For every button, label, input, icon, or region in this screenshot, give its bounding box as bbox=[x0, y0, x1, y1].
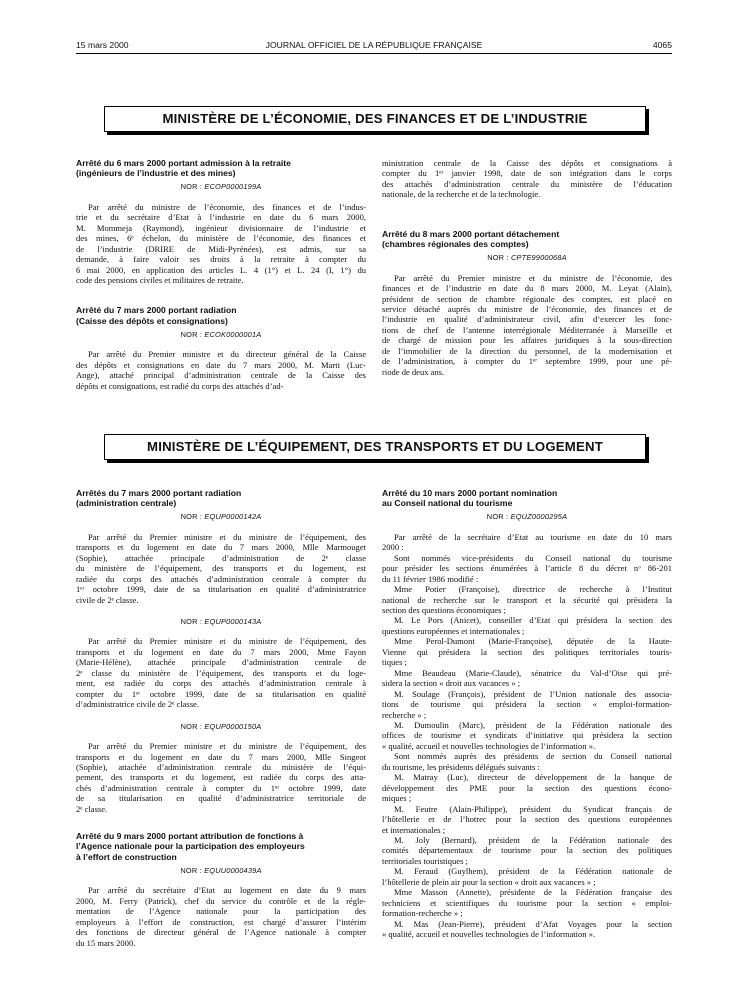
article-subtitle: (Caisse des dépôts et consignations) bbox=[76, 315, 228, 326]
article-subtitle: l’Agence nationale pour la participation des employeurs bbox=[76, 841, 305, 852]
text-line: Sont nommés vice-présidents du Conseil national du tourisme bbox=[394, 552, 672, 563]
article-body bbox=[76, 202, 366, 286]
text-line: 6 mai 2000, en application des articles L. 4 (1°) et L. 24 (I, 1°) du bbox=[76, 264, 366, 275]
article-body-continued bbox=[382, 158, 672, 200]
article-subtitle: (administration centrale) bbox=[76, 498, 177, 509]
ministry-banner-economie: MINISTÈRE DE L’ÉCONOMIE, DES FINANCES ET DE L’INDUSTRIE bbox=[104, 106, 646, 132]
text-line: dépôts et consignations, est radié du corps des attachés d’ad- bbox=[76, 380, 284, 391]
text-line: Mme Perol-Dumont (Marie-Françoise), députée de la Haute- bbox=[394, 636, 672, 647]
article-subtitle: (chambres régionales des comptes) bbox=[382, 239, 529, 250]
text-line: de l’immobilier de la direction du personnel, de la modernisation et bbox=[382, 345, 672, 356]
text-line: territoriales touristiques ; bbox=[382, 855, 468, 866]
text-line: service détaché auprès du ministre de l’économie, des finances et de bbox=[382, 304, 672, 315]
article-subtitle: à l’effort de construction bbox=[76, 851, 177, 862]
text-line: demande, à faire valoir ses droits à la retraite à compter du bbox=[76, 254, 366, 265]
article-title: Arrêté du 8 mars 2000 portant détachement bbox=[382, 228, 560, 239]
text-line: et internationales ; bbox=[382, 824, 446, 835]
header-rule bbox=[76, 53, 672, 54]
text-line: M. Mommeja (Raymond), ingénieur divisionnaire de l’industrie et bbox=[76, 222, 366, 233]
text-line: 2000, M. Ferry (Patrick), chef du service du contrôle et de la régle- bbox=[76, 895, 366, 906]
text-line: de l’administration, à compter du 1ᵉʳ septembre 1999, pour une pé- bbox=[382, 356, 672, 367]
text-line: de chargé de mission pour les affaires juridiques à la sous-direction bbox=[382, 335, 672, 346]
text-line: (Marie-Hélène), attachée principale d’administration centrale de bbox=[76, 657, 366, 668]
text-line: M. Feraud (Guylhem), président de la Fédération nationale de bbox=[394, 866, 672, 877]
text-line: l’hôtellerie et de l’hotrec pour la section des questions européennes bbox=[382, 814, 672, 825]
text-line: offices de tourisme et syndicats d’initiative qui présidera la section bbox=[382, 730, 672, 741]
text-line: des fonctions de directeur général de l’Agence nationale à compter bbox=[76, 927, 366, 938]
nor-reference: NOR : ECOK0000001A bbox=[180, 329, 262, 339]
text-line: employeurs à l’effort de construction, est chargé d’assurer l’intérim bbox=[76, 916, 366, 927]
text-line: questions européennes et internationales ; bbox=[382, 625, 525, 636]
text-line: Par arrêté du ministre de l’économie, des finances et de l’indus- bbox=[88, 201, 366, 212]
text-line: compter du 1ᵉʳ octobre 1999, date de sa titularisation en qualité bbox=[76, 688, 366, 699]
text-line: M. Matray (Luc), directeur de développement de la banque de bbox=[394, 772, 672, 783]
text-line: Par arrêté du secrétaire d’Etat au logement en date du 9 mars bbox=[88, 885, 366, 896]
text-line: M. Feutre (Alain-Philippe), président du Syndicat français de bbox=[394, 803, 672, 814]
text-line: code des pensions civiles et militaires de retraite. bbox=[76, 275, 244, 286]
text-line: techniciens et scientifiques du tourisme pour la section « emploi- bbox=[382, 897, 672, 908]
text-line: 2ᵉ classe. bbox=[76, 803, 108, 814]
article-subtitle: (ingénieurs de l’industrie et des mines) bbox=[76, 168, 236, 179]
text-line: 1ᵉʳ octobre 1999, date de sa titularisation en qualité d’administratrice bbox=[76, 584, 366, 595]
text-line: M. Le Pors (Anicet), conseiller d’Etat qui présidera la section des bbox=[394, 615, 672, 626]
text-line: transports et du logement en date du 7 mars 2000, Mlle Singeot bbox=[76, 751, 366, 762]
nor-reference: NOR : EQUP0000150A bbox=[180, 721, 262, 731]
text-line: développement des PME pour la section des questions écono- bbox=[382, 782, 672, 793]
text-line: tiques ; bbox=[382, 657, 407, 668]
column-top-right bbox=[382, 158, 672, 377]
text-line: Par arrêté du Premier ministre et du ministre de l’équipement, des bbox=[88, 636, 366, 647]
text-line: chés d’administration centrale à compter du 1ᵉʳ octobre 1999, date bbox=[76, 782, 366, 793]
text-line: pour présider les sections énumérées à l’article 8 du décret nᵒ 86-201 bbox=[382, 563, 672, 574]
text-line: (Sophie), attachée d’administration centrale du ministère de l’équi- bbox=[76, 762, 366, 773]
text-line: M. Dumoulin (Marc), président de la Fédération nationale des bbox=[394, 720, 672, 731]
text-line: recherche » ; bbox=[382, 709, 427, 720]
text-line: Par arrêté du Premier ministre et du ministre de l’équipement, des bbox=[88, 531, 366, 542]
text-line: M. Joly (Bernard), président de la Fédération nationale des bbox=[394, 835, 672, 845]
text-line: miques ; bbox=[382, 793, 412, 804]
article-title: Arrêté du 6 mars 2000 portant admission à la retraite bbox=[76, 158, 291, 168]
text-line: Mme Beaudeau (Marie-Claude), sénatrice du Val-d’Oise qui pré- bbox=[394, 667, 672, 678]
text-line: président de section de chambre régionale des comptes, est placé en bbox=[382, 293, 672, 304]
article-body bbox=[76, 636, 366, 709]
article-title: Arrêté du 9 mars 2000 portant attribution de fonctions à bbox=[76, 831, 304, 842]
text-line: (Sophie), attachée principale d’administration de 2ᵉ classe bbox=[76, 552, 366, 563]
text-line: comités départementaux de tourisme pour la section des politiques bbox=[382, 845, 672, 856]
article-subtitle: au Conseil national du tourisme bbox=[382, 498, 513, 509]
text-line: ment, est radiée du corps des attachés d’administration centrale à bbox=[76, 678, 366, 689]
nor-reference: NOR : EQUU0000439A bbox=[180, 865, 262, 875]
text-line: l’industrie en qualité d’administrateur civil, afin d’exercer les fonc- bbox=[382, 314, 672, 325]
text-line: d’administratrice civile de 2ᵉ classe. bbox=[76, 699, 199, 710]
text-line: national de recherche sur le transport et la sécurité qui présidera la bbox=[382, 594, 672, 605]
text-line: sidera la section « droit aux vacances » ; bbox=[382, 678, 521, 689]
text-line: finances et de l’industrie en date du 8 mars 2000, M. Leyat (Alain), bbox=[382, 283, 672, 294]
ministry-banner-equipement: MINISTÈRE DE L’ÉQUIPEMENT, DES TRANSPORTS ET DU LOGEMENT bbox=[104, 434, 646, 460]
article-body bbox=[76, 741, 366, 814]
text-line: Par arrêté du Premier ministre et du ministre de l’économie, des bbox=[394, 272, 672, 283]
text-line: « qualité, accueil et nouvelles technologies de l’information ». bbox=[382, 740, 596, 751]
journal-title: JOURNAL OFFICIEL DE LA RÉPUBLIQUE FRANÇAISE bbox=[265, 40, 483, 50]
article-title: Arrêtés du 7 mars 2000 portant radiation bbox=[76, 488, 242, 498]
text-line: nationale, de la recherche et de la technologie. bbox=[382, 189, 541, 200]
text-line: civile de 2ᵉ classe. bbox=[76, 594, 139, 605]
text-line: du 15 mars 2000. bbox=[76, 937, 136, 948]
text-line: de sa titularisation en qualité d’administratrice territoriale de bbox=[76, 793, 366, 804]
text-line: transports et du logement en date du 7 mars 2000, Mme Fayon bbox=[76, 646, 366, 657]
text-line: l’hôtellerie de plein air pour la section « droit aux vacances » ; bbox=[382, 876, 596, 887]
text-line: mentation de l’Agence nationale pour la participation des bbox=[76, 906, 366, 917]
text-line: transports et du logement en date du 7 mars 2000, Mlle Marmouget bbox=[76, 542, 366, 553]
article-title: Arrêté du 10 mars 2000 portant nomination bbox=[382, 488, 558, 498]
text-line: « qualité, accueil et nouvelles technologies de l’information ». bbox=[382, 929, 596, 940]
text-line: Par arrêté du Premier ministre et du directeur général de la Caisse bbox=[88, 349, 366, 360]
text-line: Mme Potier (Françoise), directrice de recherche à l’Institut bbox=[394, 584, 672, 595]
column-bottom-left bbox=[76, 488, 366, 948]
article-body bbox=[76, 532, 366, 605]
text-line: Par arrêté du Premier ministre et du ministre de l’équipement, des bbox=[88, 741, 366, 752]
text-line: Par arrêté de la secrétaire d’Etat au tourisme en date du 10 mars bbox=[394, 531, 672, 542]
article-body bbox=[382, 532, 672, 940]
column-bottom-right bbox=[382, 488, 672, 940]
text-line: riode de deux ans. bbox=[382, 366, 445, 377]
text-line: ministration centrale de la Caisse des dépôts et consignations à bbox=[382, 158, 672, 168]
column-top-left bbox=[76, 158, 366, 391]
text-line: section des questions économiques ; bbox=[382, 605, 506, 616]
text-line: M. Mas (Jean-Pierre), président d’Afat Voyages pour la section bbox=[394, 918, 672, 929]
header-date: 15 mars 2000 bbox=[76, 40, 129, 50]
text-line: tions de chef de l’antenne interrégionale Méditerranée à Marseille et bbox=[382, 324, 672, 335]
text-line: des mines, 6ᵉ échelon, du ministère de l’économie, des finances et bbox=[76, 233, 366, 244]
article-body bbox=[76, 885, 366, 948]
text-line: des attachés d’administration centrale du ministère de l’éducation bbox=[382, 178, 672, 189]
nor-reference: NOR : EQUP0000143A bbox=[180, 617, 262, 627]
text-line: Vienne qui présidera la section des politiques territoriales touris- bbox=[382, 646, 672, 657]
text-line: formation-recherche » ; bbox=[382, 908, 463, 919]
text-line: de l’industrie (DRIRE de Midi-Pyrénées), est admis, sur sa bbox=[76, 243, 366, 254]
text-line: compter du 1ᵉʳ janvier 1998, date de son intégration dans le corps bbox=[382, 168, 672, 179]
text-line: 2ᵉ classe du ministère de l’équipement, des transports et du loge- bbox=[76, 667, 366, 678]
text-line: Sont nommés auprès des présidents de section du Conseil national bbox=[394, 751, 672, 762]
text-line: Ange), attaché principal d’administration centrale de la Caisse des bbox=[76, 370, 366, 381]
article-body bbox=[76, 349, 366, 391]
text-line: 2000 : bbox=[382, 542, 404, 553]
article-body bbox=[382, 273, 672, 378]
nor-reference: NOR : ECOP0000199A bbox=[180, 182, 262, 192]
text-line: trie et du secrétaire d’Etat à l’industrie en date du 6 mars 2000, bbox=[76, 212, 366, 223]
text-line: Mme Masson (Annette), présidente de la Fédération française des bbox=[394, 887, 672, 898]
text-line: du tourisme, les présidents délégués suivants : bbox=[382, 761, 540, 772]
article-title: Arrêté du 7 mars 2000 portant radiation bbox=[76, 305, 237, 316]
text-line: des dépôts et consignations en date du 7 mars 2000, M. Marti (Luc- bbox=[76, 359, 366, 370]
text-line: pement, des transports et du logement, est radiée du corps des atta- bbox=[76, 772, 366, 783]
text-line: radiée du corps des attachés d’administration centrale à compter du bbox=[76, 573, 366, 584]
nor-reference: NOR : EQUP0000142A bbox=[180, 512, 262, 522]
text-line: du ministère de l’équipement, des transports et du logement, est bbox=[76, 563, 366, 574]
page-number: 4065 bbox=[652, 40, 672, 50]
text-line: tions de tourisme qui présidera la section « emploi-formation- bbox=[382, 699, 672, 710]
nor-reference: NOR : CPTE9900068A bbox=[487, 253, 567, 263]
nor-reference: NOR : EQUZ0000295A bbox=[486, 512, 568, 522]
text-line: M. Soulage (François), président de l’Union nationale des associa- bbox=[394, 688, 672, 699]
running-header bbox=[76, 40, 672, 54]
text-line: du 11 février 1986 modifié : bbox=[382, 573, 479, 584]
